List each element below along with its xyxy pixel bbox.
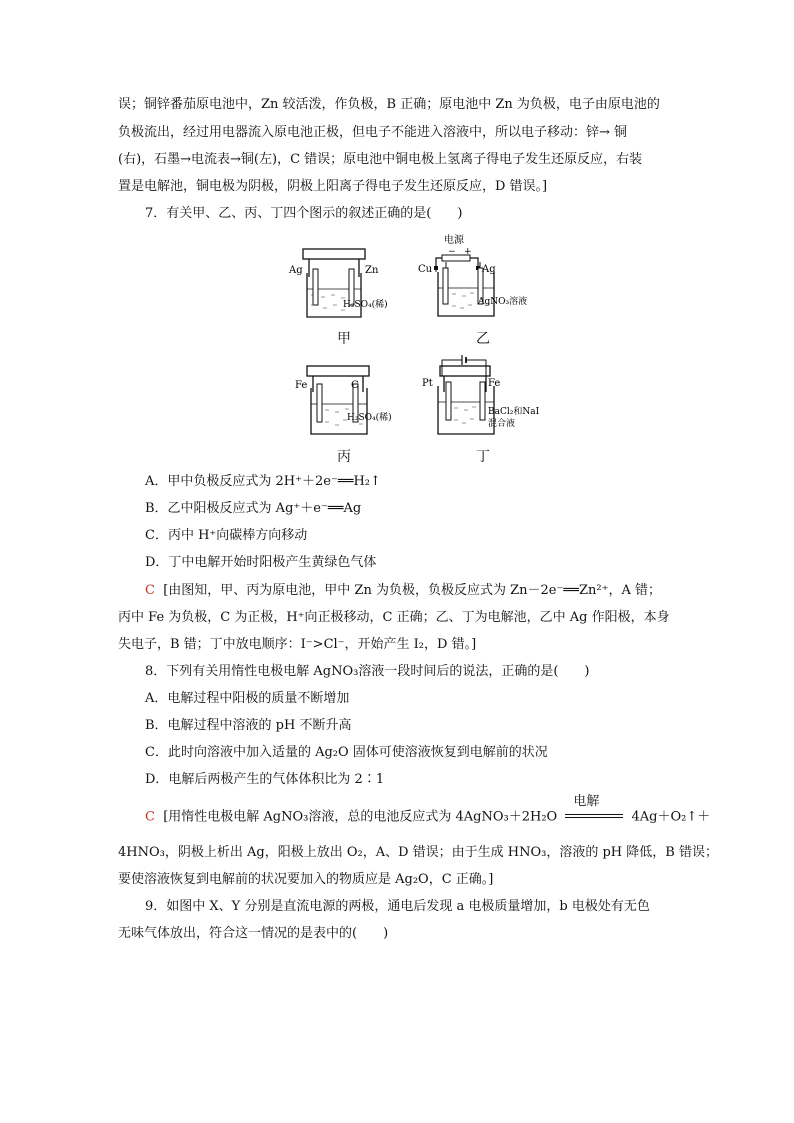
q7-explain-line2: 丙中 Fe 为负极，C 为正极，H⁺向正极移动，C 正确；乙、丁为电解池，乙中 Ag 作阳极，本身 bbox=[118, 610, 670, 625]
q6-explain-line1: 误；铜锌番茄原电池中，Zn 较活泼，作负极，B 正确；原电池中 Zn 为负极，电子由原电池的 bbox=[118, 97, 660, 112]
q7-option-c: C．丙中 H⁺向碳棒方向移动 bbox=[145, 528, 308, 543]
q8-option-b: B．电解过程中溶液的 pH 不断升高 bbox=[145, 718, 352, 733]
bing-right-electrode: C bbox=[351, 380, 359, 391]
caption-jia: 甲 bbox=[337, 331, 351, 347]
q8-explain1b: 4Ag＋O₂↑＋ bbox=[631, 809, 711, 825]
q7-answer-line1 bbox=[145, 582, 661, 600]
q8-answer-letter: C bbox=[145, 809, 155, 825]
q7-answer-letter: C bbox=[145, 583, 155, 598]
q7-stem: 7．有关甲、乙、丙、丁四个图示的叙述正确的是( ) bbox=[145, 206, 463, 221]
electrolysis-arrow bbox=[561, 794, 627, 826]
q9-line1: 9．如图中 X、Y 分别是直流电源的两极，通电后发现 a 电极质量增加，b 电极处有无色 bbox=[145, 899, 650, 914]
jia-left-electrode: Ag bbox=[289, 265, 303, 276]
q6-explain-line2: 负极流出，经过用电器流入原电池正极，但电子不能进入溶液中，所以电子移动：锌→ 铜 bbox=[118, 125, 628, 140]
jia-right-electrode: Zn bbox=[365, 265, 379, 276]
q6-explain-line3: (右)，石墨→电流表→铜(左)，C 错误；原电池中铜电极上氢离子得电子发生还原反应，右装 bbox=[118, 152, 643, 167]
q7-option-d: D．丁中电解开始时阳极产生黄绿色气体 bbox=[145, 555, 377, 570]
jia-solution: H₂SO₄(稀) bbox=[343, 300, 388, 310]
yi-minus: − bbox=[448, 247, 456, 257]
q8-explain1a: [用惰性电极电解 AgNO₃溶液，总的电池反应式为 4AgNO₃＋2H₂O bbox=[163, 809, 558, 825]
figure-ding bbox=[420, 352, 540, 442]
ding-solution-line1: BaCl₂和NaI bbox=[488, 407, 540, 417]
q8-answer-line1 bbox=[145, 794, 711, 827]
caption-bing: 丙 bbox=[337, 449, 351, 465]
bing-solution: H₂SO₄(稀) bbox=[347, 413, 392, 423]
yi-power-source: 电源 bbox=[444, 235, 464, 246]
q8-option-c: C．此时向溶液中加入适量的 Ag₂O 固体可使溶液恢复到电解前的状况 bbox=[145, 745, 548, 760]
q9-line2: 无味气体放出，符合这一情况的是表中的( ) bbox=[118, 926, 389, 941]
yi-left-electrode: Cu bbox=[418, 264, 433, 275]
yi-solution: AgNO₃溶液 bbox=[478, 297, 528, 307]
q7-explain-line3: 失电子，B 错；丁中放电顺序：I⁻>Cl⁻，开始产生 I₂，D 错。] bbox=[118, 637, 477, 652]
q8-explain-line2: 4HNO₃，阴极上析出 Ag，阳极上放出 O₂，A、D 错误；由于生成 HNO₃，溶液的 pH 降低，B 错误； bbox=[118, 845, 718, 860]
q8-option-a: A．电解过程中阳极的质量不断增加 bbox=[145, 691, 350, 706]
q7-option-b: B．乙中阳极反应式为 Ag⁺＋e⁻══Ag bbox=[145, 501, 362, 516]
q8-explain-line3: 要使溶液恢复到电解前的状况要加入的物质应是 Ag₂O，C 正确。] bbox=[118, 872, 494, 887]
ding-right-electrode: Fe bbox=[488, 378, 501, 389]
q7-explain1: [由图知，甲、丙为原电池，甲中 Zn 为负极，负极反应式为 Zn－2e⁻══Zn²⁺，A 错； bbox=[163, 583, 661, 598]
ding-solution-line2: 混合液 bbox=[488, 419, 516, 429]
q6-explain-line4: 置是电解池，铜电极为阴极，阴极上阳离子得电子发生还原反应，D 错误。] bbox=[118, 179, 548, 194]
q8-stem: 8．下列有关用惰性电极电解 AgNO₃溶液一段时间后的说法，正确的是( ) bbox=[145, 664, 590, 679]
caption-yi: 乙 bbox=[476, 331, 490, 347]
q7-option-a: A．甲中负极反应式为 2H⁺＋2e⁻══H₂↑ bbox=[145, 474, 381, 489]
yi-plus: + bbox=[464, 247, 472, 257]
yi-right-electrode: Ag bbox=[482, 264, 496, 275]
figure-bing bbox=[295, 362, 405, 442]
caption-ding: 丁 bbox=[476, 449, 490, 465]
electrolysis-condition: 电解 bbox=[573, 794, 600, 809]
figure-jia bbox=[285, 245, 395, 325]
figure-yi bbox=[412, 232, 542, 324]
bing-left-electrode: Fe bbox=[295, 380, 308, 391]
ding-left-electrode: Pt bbox=[422, 378, 433, 389]
q8-option-d: D．电解后两极产生的气体体积比为 2∶1 bbox=[145, 772, 385, 787]
